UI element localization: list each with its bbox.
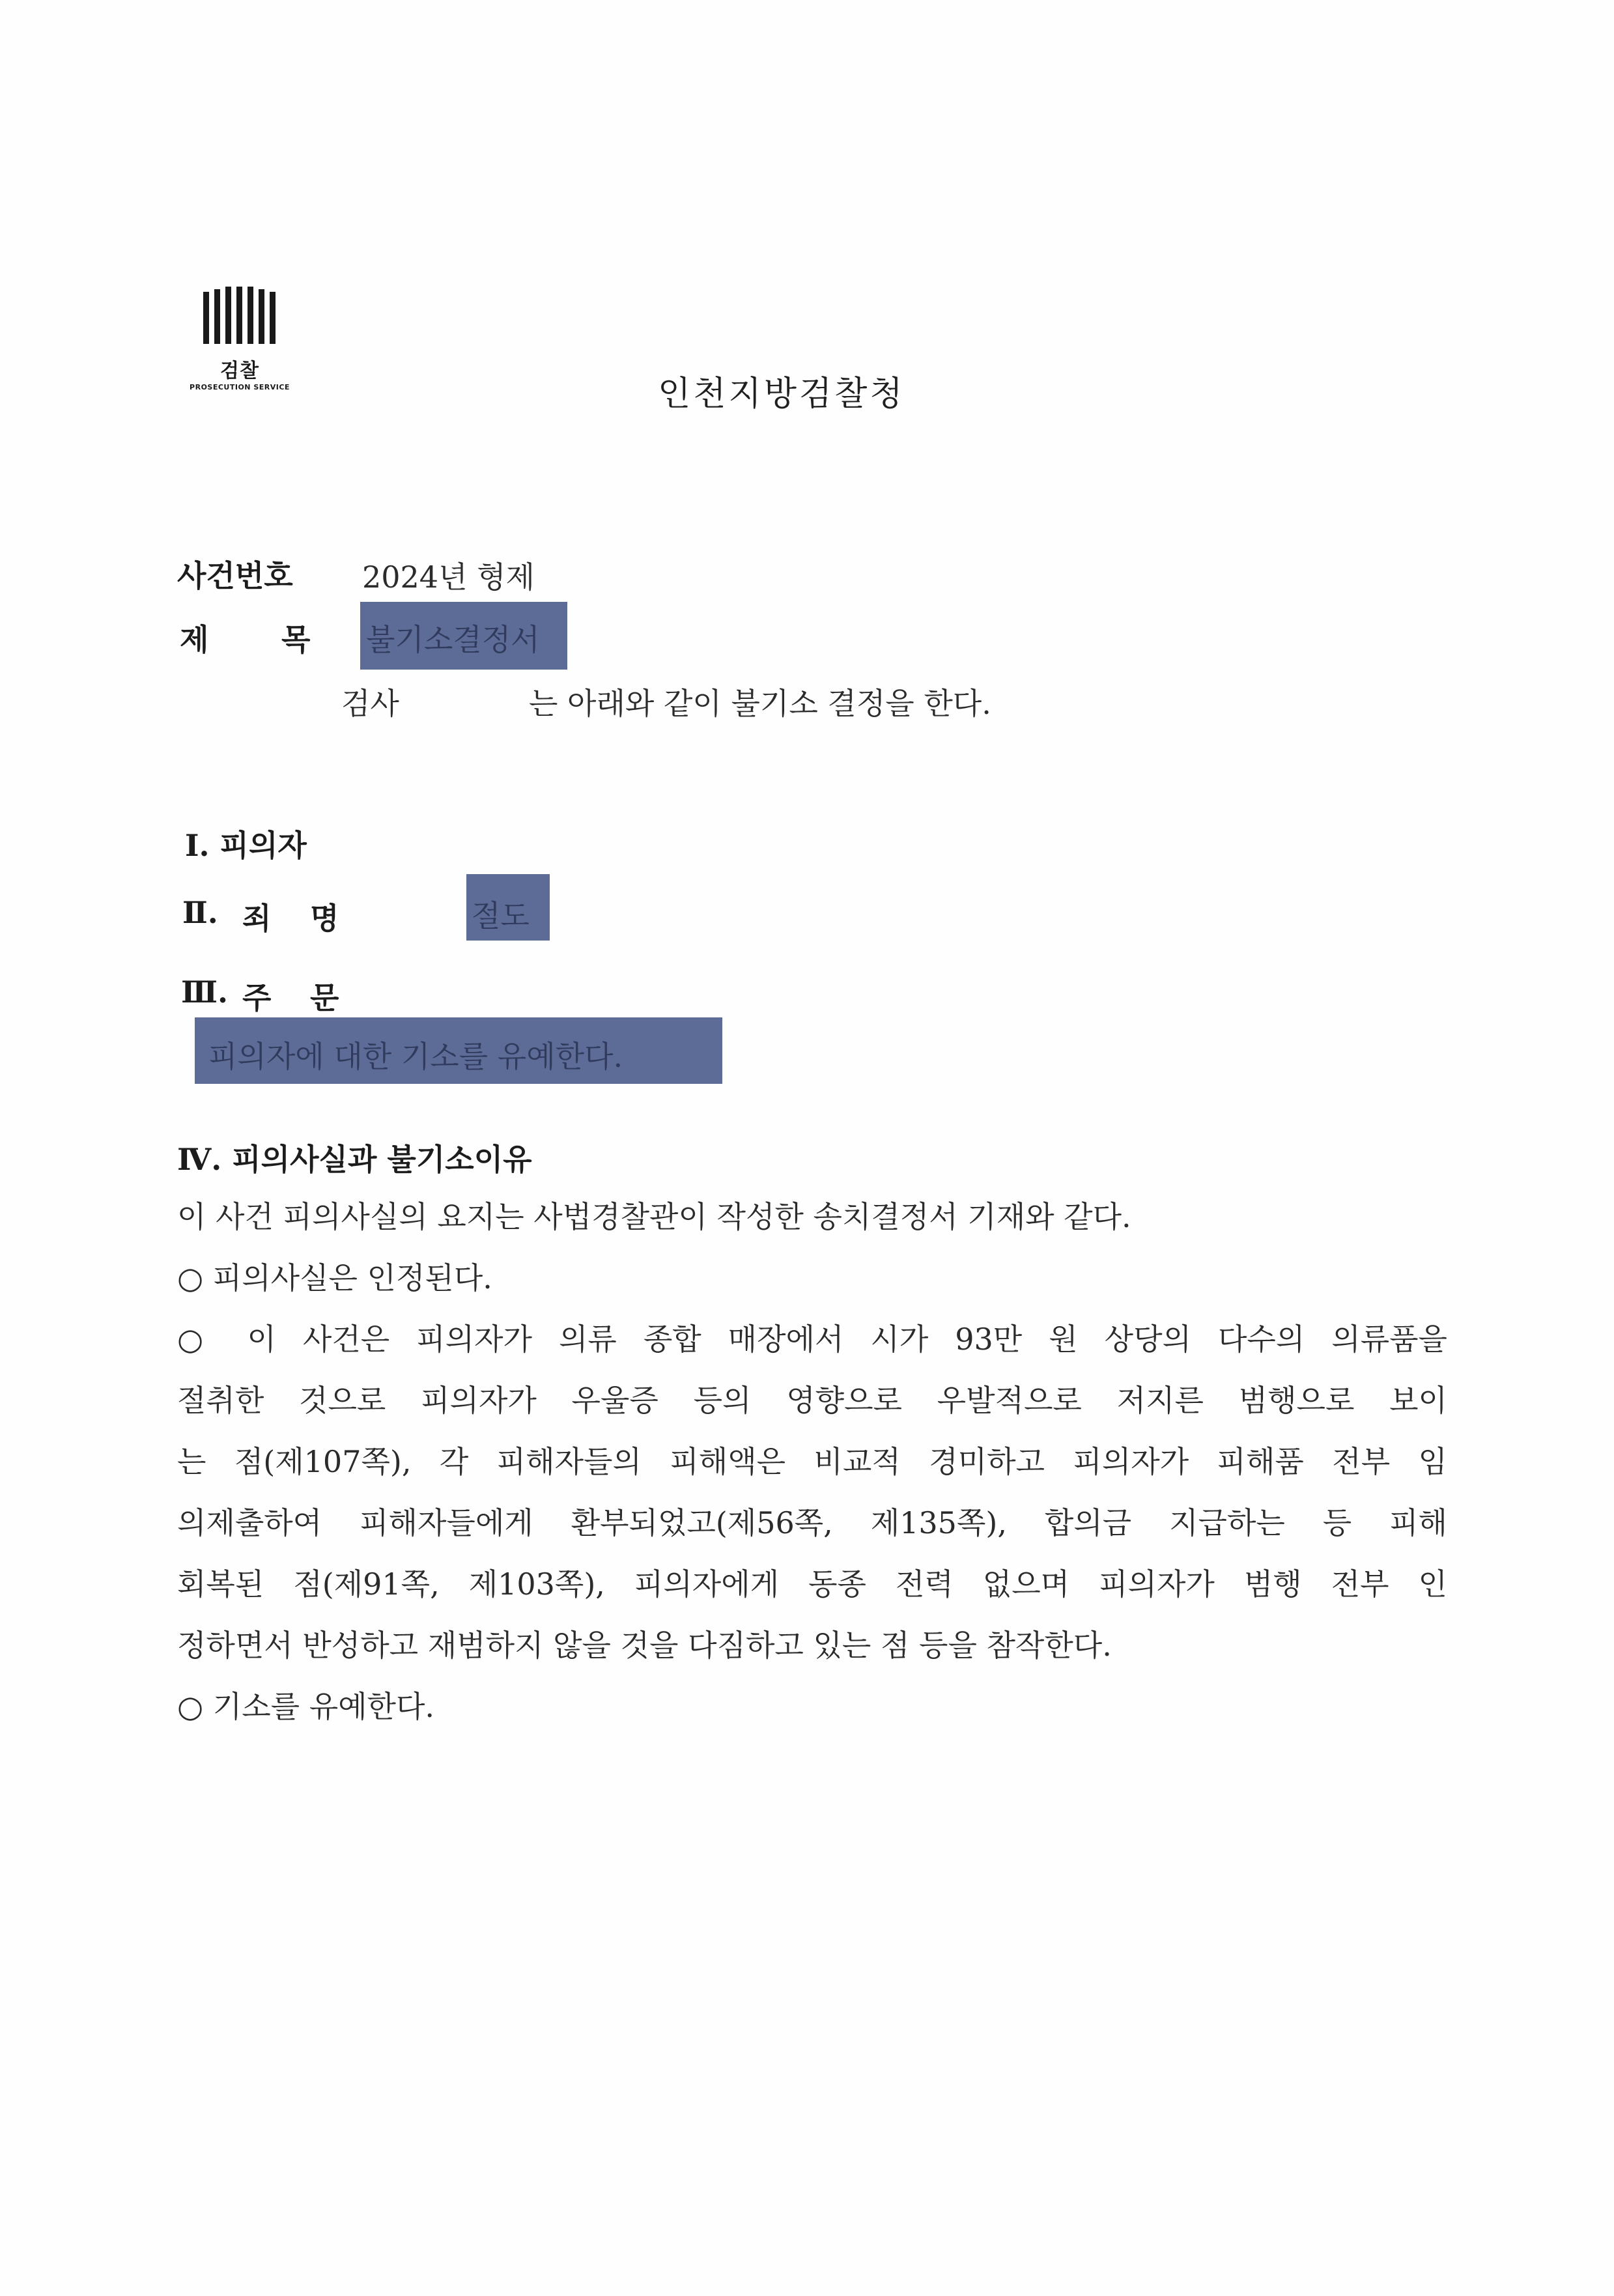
logo-bars-icon <box>203 287 276 344</box>
decision-intro: 는 아래와 같이 불기소 결정을 한다. <box>529 686 991 721</box>
section-offense-label-b: 명 <box>310 901 339 936</box>
section-disposition-number: Ⅲ. <box>181 974 229 1010</box>
section-offense-number: Ⅱ. <box>182 895 218 930</box>
case-number-value: 2024년 형제 <box>362 560 535 595</box>
subject-value: 불기소결정서 <box>366 622 540 657</box>
reasons-paragraph-line: 절취한 것으로 피의자가 우울증 등의 영향으로 우발적으로 저지른 범행으로 보이 <box>177 1383 1447 1418</box>
prosecutor-label: 검사 <box>341 686 399 721</box>
reasons-paragraph-line: 회복된 점(제91쪽, 제103쪽), 피의자에게 동종 전력 없으며 피의자가 범행 전부 인 <box>177 1566 1447 1602</box>
office-name: 인천지방검찰청 <box>658 375 905 414</box>
section-disposition-label-a: 주 <box>242 980 272 1015</box>
reasons-conclusion: ○ 기소를 유예한다. <box>177 1689 435 1724</box>
reasons-paragraph-line: 는 점(제107쪽), 각 피해자들의 피해액은 비교적 경미하고 피의자가 피해품 전부 임 <box>177 1444 1447 1479</box>
section-offense-label-a: 죄 <box>242 901 272 936</box>
prosecution-logo <box>175 287 305 404</box>
logo-subtext: PROSECUTION SERVICE <box>190 383 290 391</box>
case-number-label: 사건번호 <box>177 558 293 593</box>
offense-value: 절도 <box>472 898 530 933</box>
reasons-paragraph-line: ○ 이 사건은 피의자가 의류 종합 매장에서 시가 93만 원 상당의 다수의 의류품을 <box>177 1322 1447 1357</box>
subject-label-second: 목 <box>281 622 311 657</box>
section-suspect-title: Ⅰ. 피의자 <box>185 828 307 863</box>
section-disposition-label-b: 문 <box>310 980 339 1015</box>
reasons-paragraph-line: 의제출하여 피해자들에게 환부되었고(제56쪽, 제135쪽), 합의금 지급하는 등 피해 <box>177 1505 1447 1540</box>
disposition-value: 피의자에 대한 기소를 유예한다. <box>208 1039 623 1074</box>
subject-label-first: 제 <box>180 622 209 657</box>
reasons-summary: 이 사건 피의사실의 요지는 사법경찰관이 작성한 송치결정서 기재와 같다. <box>177 1199 1131 1234</box>
reasons-paragraph-line: 정하면서 반성하고 재범하지 않을 것을 다짐하고 있는 점 등을 참작한다. <box>177 1628 1112 1663</box>
logo-text: 검찰 <box>220 360 259 382</box>
section-reasons-title: Ⅳ. 피의사실과 불기소이유 <box>177 1142 532 1177</box>
reasons-admitted: ○ 피의사실은 인정된다. <box>177 1260 492 1296</box>
